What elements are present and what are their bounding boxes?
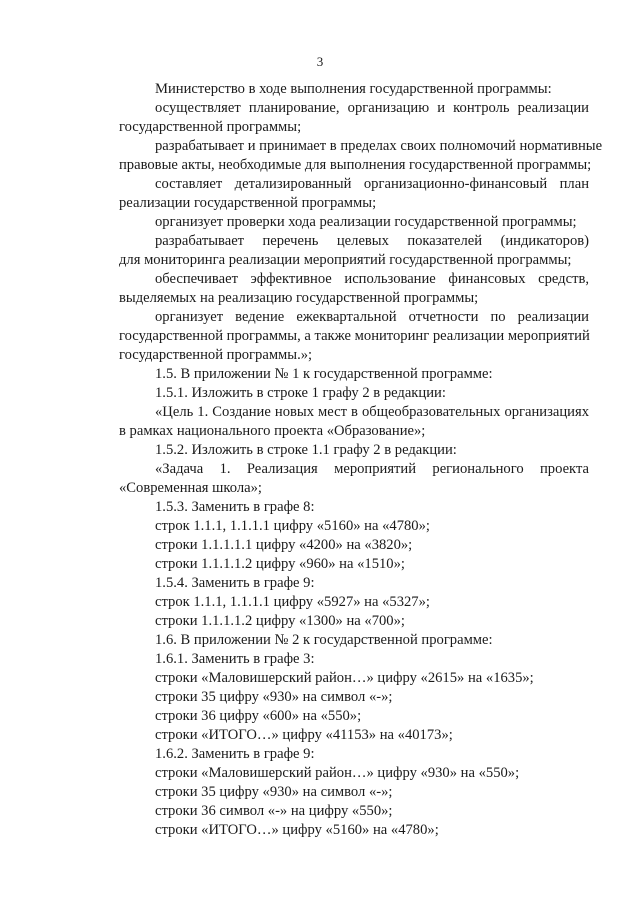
text-line: выделяемых на реализацию государственной программы; (119, 290, 479, 306)
text-line: государственной программы, а также мониторинг реализации мероприятий (119, 328, 590, 344)
text-line: Министерство в ходе выполнения государственной программы: (155, 81, 552, 97)
text-line: обеспечивает эффективное использование финансовых средств, (155, 271, 589, 287)
text-line: 1.5.1. Изложить в строке 1 графу 2 в редакции: (155, 385, 446, 401)
text-line: 1.5.2. Изложить в строке 1.1 графу 2 в редакции: (155, 442, 457, 458)
text-line: организует проверки хода реализации государственной программы; (155, 214, 577, 230)
text-line: составляет детализированный организационно-финансовый план (155, 176, 589, 192)
text-line: строк 1.1.1, 1.1.1.1 цифру «5927» на «5327»; (155, 594, 430, 610)
page-number: 3 (316, 54, 324, 69)
text-line: разрабатывает перечень целевых показателей (индикаторов) (155, 233, 589, 249)
text-line: строки «ИТОГО…» цифру «41153» на «40173»; (155, 727, 453, 743)
text-line: организует ведение ежеквартальной отчетности по реализации (155, 309, 589, 325)
text-line: 1.5.4. Заменить в графе 9: (155, 575, 315, 591)
text-line: строки 35 цифру «930» на символ «-»; (155, 784, 393, 800)
text-line: строки 36 символ «-» на цифру «550»; (155, 803, 393, 819)
text-line: реализации государственной программы; (119, 195, 377, 211)
text-line: 1.6. В приложении № 2 к государственной программе: (155, 632, 493, 648)
text-line: «Современная школа»; (119, 480, 262, 496)
text-line: строки «ИТОГО…» цифру «5160» на «4780»; (155, 822, 439, 838)
text-line: строки 1.1.1.1.2 цифру «960» на «1510»; (155, 556, 405, 572)
text-line: правовые акты, необходимые для выполнения государственной программы; (119, 157, 592, 173)
text-line: «Задача 1. Реализация мероприятий регионального проекта (155, 461, 589, 477)
text-line: строки 1.1.1.1.1 цифру «4200» на «3820»; (155, 537, 413, 553)
text-line: 1.5.3. Заменить в графе 8: (155, 499, 315, 515)
text-line: государственной программы; (119, 119, 302, 135)
text-line: 1.6.1. Заменить в графе 3: (155, 651, 315, 667)
text-line: для мониторинга реализации мероприятий государственной программы; (119, 252, 572, 268)
text-line: строки «Маловишерский район…» цифру «2615» на «1635»; (155, 670, 534, 686)
text-line: 1.6.2. Заменить в графе 9: (155, 746, 315, 762)
text-line: строки 35 цифру «930» на символ «-»; (155, 689, 393, 705)
text-line: строки 1.1.1.1.2 цифру «1300» на «700»; (155, 613, 405, 629)
text-line: строки «Маловишерский район…» цифру «930» на «550»; (155, 765, 520, 781)
text-line: строк 1.1.1, 1.1.1.1 цифру «5160» на «4780»; (155, 518, 430, 534)
text-line: государственной программы.»; (119, 347, 313, 363)
text-line: 1.5. В приложении № 1 к государственной программе: (155, 366, 493, 382)
text-line: строки 36 цифру «600» на «550»; (155, 708, 362, 724)
text-line: в рамках национального проекта «Образование»; (119, 423, 426, 439)
text-line: осуществляет планирование, организацию и контроль реализации (155, 100, 589, 116)
text-line: «Цель 1. Создание новых мест в общеобразовательных организациях (155, 404, 589, 420)
text-line: разрабатывает и принимает в пределах своих полномочий нормативные (155, 138, 603, 154)
